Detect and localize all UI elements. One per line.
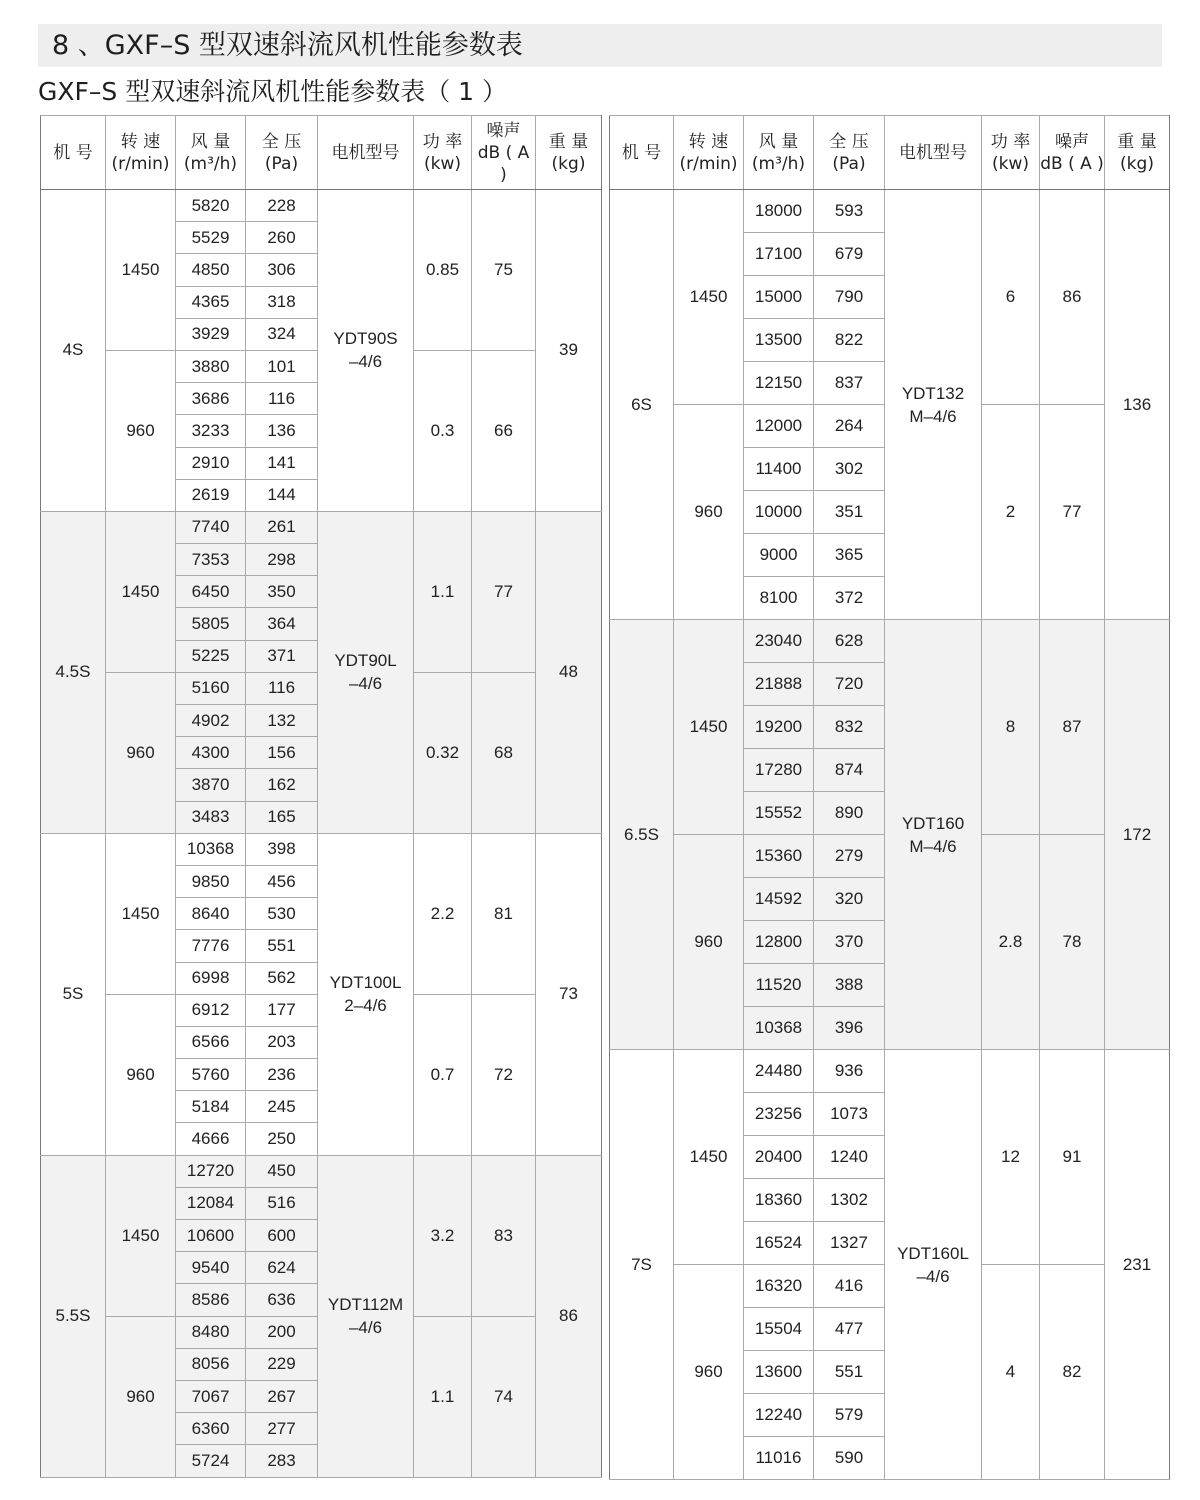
airflow-cell: 4902 [176,705,246,737]
pressure-cell: 350 [246,576,318,608]
airflow-cell: 15552 [744,792,814,835]
pressure-cell: 636 [246,1284,318,1316]
speed-cell: 960 [674,405,744,620]
airflow-cell: 17280 [744,749,814,792]
pressure-cell: 141 [246,447,318,479]
pressure-cell: 832 [814,706,885,749]
airflow-cell: 8480 [176,1316,246,1348]
airflow-cell: 3929 [176,318,246,350]
airflow-cell: 18000 [744,190,814,233]
pressure-cell: 261 [246,511,318,543]
airflow-cell: 7353 [176,544,246,576]
motor-cell: YDT90L –4/6 [318,511,414,833]
airflow-cell: 12240 [744,1394,814,1437]
pressure-cell: 283 [246,1445,318,1477]
airflow-cell: 3686 [176,383,246,415]
power-cell: 2 [982,405,1040,620]
pressure-cell: 132 [246,705,318,737]
airflow-cell: 11400 [744,448,814,491]
model-group [610,190,1170,620]
pressure-cell: 624 [246,1252,318,1284]
model-group [610,1050,1170,1480]
pressure-cell: 551 [246,930,318,962]
airflow-cell: 9850 [176,865,246,897]
pressure-cell: 837 [814,362,885,405]
pressure-cell: 365 [814,534,885,577]
airflow-cell: 5805 [176,608,246,640]
model-group [41,511,602,833]
speed-cell: 960 [674,835,744,1050]
airflow-cell: 24480 [744,1050,814,1093]
airflow-cell: 12150 [744,362,814,405]
motor-cell: YDT160 M–4/6 [885,620,982,1050]
pressure-cell: 590 [814,1437,885,1480]
table-row [41,190,602,222]
pressure-cell: 277 [246,1413,318,1445]
airflow-cell: 8586 [176,1284,246,1316]
power-cell: 8 [982,620,1040,835]
power-cell: 2.8 [982,835,1040,1050]
weight-cell: 172 [1105,620,1170,1050]
speed-cell: 1450 [106,833,176,994]
pressure-cell: 306 [246,254,318,286]
model-group [41,833,602,1155]
noise-cell: 86 [1040,190,1105,405]
header-motor: 电机型号 [318,116,414,190]
pressure-cell: 628 [814,620,885,663]
pressure-cell: 370 [814,921,885,964]
airflow-cell: 16524 [744,1222,814,1265]
header-airflow: 风 量 (m³/h) [176,116,246,190]
pressure-cell: 260 [246,222,318,254]
speed-cell: 960 [674,1265,744,1480]
motor-cell: YDT132 M–4/6 [885,190,982,620]
model-cell: 5.5S [41,1155,106,1477]
header-weight: 重 量 (kg) [536,116,602,190]
airflow-cell: 4365 [176,286,246,318]
pressure-cell: 530 [246,898,318,930]
pressure-cell: 388 [814,964,885,1007]
pressure-cell: 679 [814,233,885,276]
pressure-cell: 579 [814,1394,885,1437]
airflow-cell: 18360 [744,1179,814,1222]
performance-table-right [609,115,1170,1480]
power-cell: 6 [982,190,1040,405]
airflow-cell: 14592 [744,878,814,921]
header-motor: 电机型号 [885,116,982,190]
header-power: 功 率 (kw) [414,116,472,190]
airflow-cell: 3870 [176,769,246,801]
weight-cell: 136 [1105,190,1170,620]
weight-cell: 86 [536,1155,602,1477]
motor-cell: YDT112M –4/6 [318,1155,414,1477]
airflow-cell: 2910 [176,447,246,479]
pressure-cell: 144 [246,479,318,511]
airflow-cell: 13500 [744,319,814,362]
power-cell: 4 [982,1265,1040,1480]
performance-table-left [40,115,602,1478]
airflow-cell: 17100 [744,233,814,276]
airflow-cell: 5760 [176,1059,246,1091]
airflow-cell: 7740 [176,511,246,543]
header-pressure: 全 压 (Pa) [814,116,885,190]
airflow-cell: 5184 [176,1091,246,1123]
pressure-cell: 156 [246,737,318,769]
noise-cell: 77 [472,511,536,672]
airflow-cell: 2619 [176,479,246,511]
airflow-cell: 4850 [176,254,246,286]
pressure-cell: 320 [814,878,885,921]
noise-cell: 87 [1040,620,1105,835]
power-cell: 0.32 [414,672,472,833]
noise-cell: 74 [472,1316,536,1477]
table-row [41,511,602,543]
weight-cell: 73 [536,833,602,1155]
pressure-cell: 228 [246,190,318,222]
pressure-cell: 1240 [814,1136,885,1179]
header-speed: 转 速 (r/min) [674,116,744,190]
power-cell: 0.7 [414,994,472,1155]
airflow-cell: 5820 [176,190,246,222]
pressure-cell: 177 [246,994,318,1026]
airflow-cell: 4300 [176,737,246,769]
speed-cell: 1450 [674,620,744,835]
pressure-cell: 822 [814,319,885,362]
airflow-cell: 20400 [744,1136,814,1179]
pressure-cell: 450 [246,1155,318,1187]
model-cell: 6.5S [610,620,674,1050]
airflow-cell: 5160 [176,672,246,704]
noise-cell: 82 [1040,1265,1105,1480]
header-pressure: 全 压 (Pa) [246,116,318,190]
airflow-cell: 11520 [744,964,814,1007]
power-cell: 12 [982,1050,1040,1265]
pressure-cell: 593 [814,190,885,233]
airflow-cell: 12720 [176,1155,246,1187]
noise-cell: 83 [472,1155,536,1316]
pressure-cell: 203 [246,1026,318,1058]
pressure-cell: 720 [814,663,885,706]
noise-cell: 66 [472,350,536,511]
pressure-cell: 396 [814,1007,885,1050]
speed-cell: 1450 [674,1050,744,1265]
pressure-cell: 200 [246,1316,318,1348]
pressure-cell: 279 [814,835,885,878]
table-row [610,1050,1170,1093]
airflow-cell: 10368 [744,1007,814,1050]
airflow-cell: 10000 [744,491,814,534]
airflow-cell: 6450 [176,576,246,608]
airflow-cell: 9000 [744,534,814,577]
pressure-cell: 101 [246,350,318,382]
pressure-cell: 1302 [814,1179,885,1222]
pressure-cell: 551 [814,1351,885,1394]
table-row [41,833,602,865]
pressure-cell: 302 [814,448,885,491]
power-cell: 1.1 [414,511,472,672]
speed-cell: 1450 [674,190,744,405]
airflow-cell: 5724 [176,1445,246,1477]
noise-cell: 77 [1040,405,1105,620]
power-cell: 3.2 [414,1155,472,1316]
airflow-cell: 23256 [744,1093,814,1136]
pressure-cell: 298 [246,544,318,576]
header-model: 机 号 [610,116,674,190]
table-row [41,1155,602,1187]
pressure-cell: 324 [246,318,318,350]
airflow-cell: 7776 [176,930,246,962]
header-power: 功 率 (kw) [982,116,1040,190]
airflow-cell: 6998 [176,962,246,994]
weight-cell: 39 [536,190,602,512]
table-row [610,620,1170,663]
header-noise: 噪声 dB ( A ) [1040,116,1105,190]
airflow-cell: 23040 [744,620,814,663]
table-subtitle: GXF–S 型双速斜流风机性能参数表（ 1 ） [38,77,507,106]
noise-cell: 91 [1040,1050,1105,1265]
pressure-cell: 250 [246,1123,318,1155]
pressure-cell: 416 [814,1265,885,1308]
airflow-cell: 16320 [744,1265,814,1308]
pressure-cell: 456 [246,865,318,897]
airflow-cell: 4666 [176,1123,246,1155]
pressure-cell: 162 [246,769,318,801]
pressure-cell: 264 [814,405,885,448]
speed-cell: 1450 [106,1155,176,1316]
pressure-cell: 116 [246,672,318,704]
noise-cell: 81 [472,833,536,994]
pressure-cell: 874 [814,749,885,792]
speed-cell: 960 [106,994,176,1155]
pressure-cell: 890 [814,792,885,835]
airflow-cell: 6566 [176,1026,246,1058]
pressure-cell: 398 [246,833,318,865]
model-cell: 6S [610,190,674,620]
model-group [41,190,602,512]
pressure-cell: 562 [246,962,318,994]
pressure-cell: 600 [246,1220,318,1252]
model-group [41,1155,602,1477]
pressure-cell: 1073 [814,1093,885,1136]
speed-cell: 1450 [106,190,176,351]
model-group [610,620,1170,1050]
header-row [41,116,602,190]
pressure-cell: 477 [814,1308,885,1351]
airflow-cell: 10600 [176,1220,246,1252]
airflow-cell: 7067 [176,1380,246,1412]
airflow-cell: 12084 [176,1187,246,1219]
speed-cell: 1450 [106,511,176,672]
pressure-cell: 245 [246,1091,318,1123]
airflow-cell: 5529 [176,222,246,254]
noise-cell: 78 [1040,835,1105,1050]
pressure-cell: 936 [814,1050,885,1093]
pressure-cell: 136 [246,415,318,447]
airflow-cell: 10368 [176,833,246,865]
airflow-cell: 3233 [176,415,246,447]
motor-cell: YDT160L –4/6 [885,1050,982,1480]
motor-cell: YDT90S –4/6 [318,190,414,512]
header-airflow: 风 量 (m³/h) [744,116,814,190]
model-cell: 4S [41,190,106,512]
weight-cell: 231 [1105,1050,1170,1480]
pressure-cell: 372 [814,577,885,620]
pressure-cell: 165 [246,801,318,833]
model-cell: 7S [610,1050,674,1480]
pressure-cell: 236 [246,1059,318,1091]
airflow-cell: 8100 [744,577,814,620]
airflow-cell: 8640 [176,898,246,930]
header-model: 机 号 [41,116,106,190]
pressure-cell: 371 [246,640,318,672]
header-noise: 噪声 dB ( A ) [472,116,536,190]
model-cell: 4.5S [41,511,106,833]
airflow-cell: 12800 [744,921,814,964]
noise-cell: 75 [472,190,536,351]
airflow-cell: 3880 [176,350,246,382]
airflow-cell: 6360 [176,1413,246,1445]
airflow-cell: 19200 [744,706,814,749]
power-cell: 2.2 [414,833,472,994]
airflow-cell: 15360 [744,835,814,878]
noise-cell: 68 [472,672,536,833]
airflow-cell: 15504 [744,1308,814,1351]
speed-cell: 960 [106,350,176,511]
airflow-cell: 9540 [176,1252,246,1284]
airflow-cell: 8056 [176,1348,246,1380]
power-cell: 0.3 [414,350,472,511]
page-title: 8 、GXF–S 型双速斜流风机性能参数表 [38,24,1162,67]
motor-cell: YDT100L 2–4/6 [318,833,414,1155]
pressure-cell: 364 [246,608,318,640]
noise-cell: 72 [472,994,536,1155]
pressure-cell: 1327 [814,1222,885,1265]
table-row [610,190,1170,233]
airflow-cell: 11016 [744,1437,814,1480]
pressure-cell: 267 [246,1380,318,1412]
speed-cell: 960 [106,672,176,833]
speed-cell: 960 [106,1316,176,1477]
airflow-cell: 12000 [744,405,814,448]
airflow-cell: 15000 [744,276,814,319]
weight-cell: 48 [536,511,602,833]
pressure-cell: 318 [246,286,318,318]
model-cell: 5S [41,833,106,1155]
airflow-cell: 13600 [744,1351,814,1394]
header-row [610,116,1170,190]
pressure-cell: 351 [814,491,885,534]
airflow-cell: 21888 [744,663,814,706]
airflow-cell: 6912 [176,994,246,1026]
power-cell: 1.1 [414,1316,472,1477]
airflow-cell: 3483 [176,801,246,833]
pressure-cell: 229 [246,1348,318,1380]
airflow-cell: 5225 [176,640,246,672]
pressure-cell: 516 [246,1187,318,1219]
pressure-cell: 790 [814,276,885,319]
pressure-cell: 116 [246,383,318,415]
header-weight: 重 量 (kg) [1105,116,1170,190]
header-speed: 转 速 (r/min) [106,116,176,190]
power-cell: 0.85 [414,190,472,351]
